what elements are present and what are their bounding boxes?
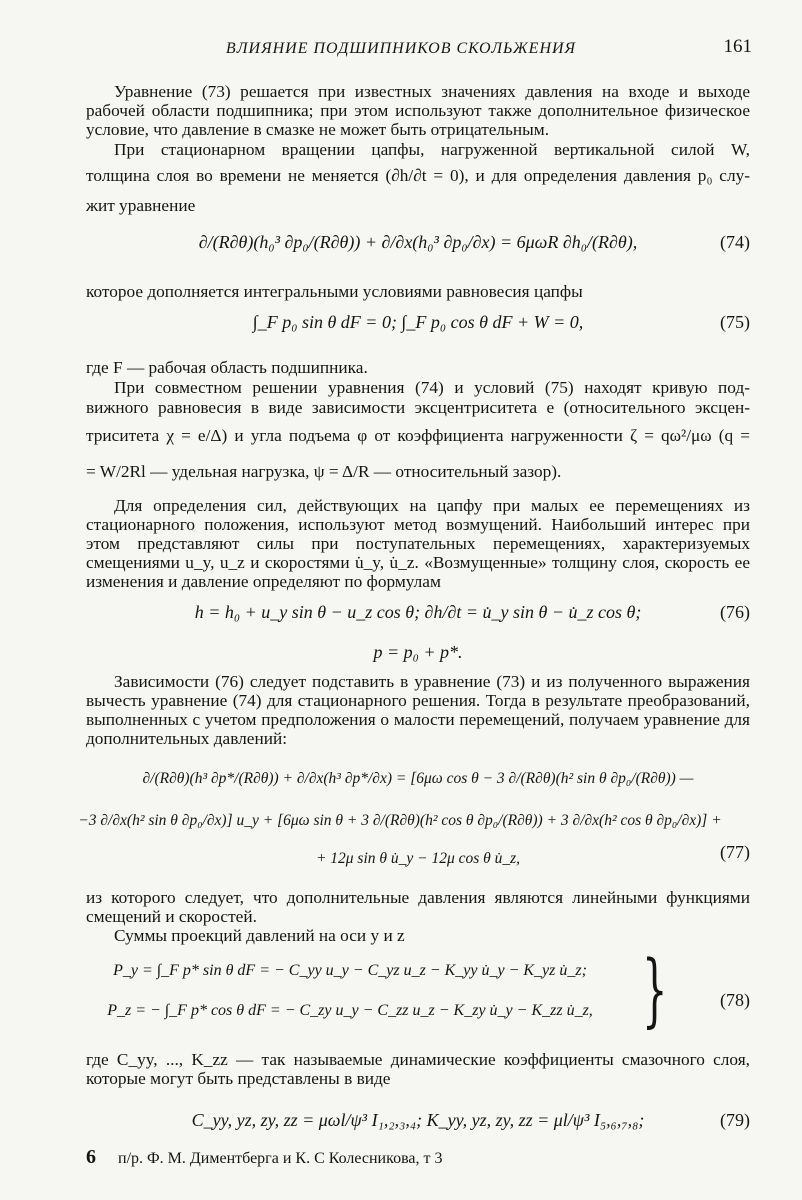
- equation-76a: h = h₀ + u_y sin θ − u_z cos θ; ∂h/∂t = u̇_y sin θ − u̇_z cos θ;: [194, 602, 642, 622]
- paragraph-5-line-4: = W/2Rl — удельная нагрузка, ψ = Δ/R — относительный зазор).: [86, 462, 562, 481]
- footer: [86, 1146, 443, 1169]
- paragraph-7: Зависимости (76) следует подставить в уравнение (73) и из полученного выражения вычесть уравнение (74) для стационарного решения. Тогда в результате преобразований, выполненных с учетом предположения о малости перемещений, получаем уравнение для дополнительных давлений:: [86, 672, 750, 748]
- equation-number-79: (79): [720, 1110, 750, 1130]
- equation-number-74: (74): [720, 232, 750, 252]
- paragraph-2-line-3: жит уравнение: [86, 196, 196, 215]
- paragraph-4: где F — рабочая область подшипника.: [86, 358, 368, 377]
- paragraph-2-line-1: При стационарном вращении цапфы, нагруженной вертикальной силой W,: [114, 140, 750, 159]
- equation-75: ∫_F p₀ sin θ dF = 0; ∫_F p₀ cos θ dF + W = 0,: [252, 312, 584, 332]
- paragraph-8: из которого следует, что дополнительные давления являются линейными функциями смещений и скоростей.: [86, 888, 750, 926]
- paragraph-5-line-2: вижного равновесия в виде зависимости эксцентриситета e (относительного эксцен-: [86, 398, 750, 417]
- equation-77b: −3 ∂/∂x(h² sin θ ∂p₀/∂x)] u_y + [6μω sin θ + 3 ∂/(R∂θ)(h² cos θ ∂p₀/(R∂θ)) + 3 ∂/∂x(h² cos θ ∂p₀/∂x)] +: [78, 812, 722, 829]
- right-brace: }: [642, 943, 668, 1036]
- paragraph-10: где C_yy, ..., K_zz — так называемые динамические коэффициенты смазочного слоя, которые могут быть представлены в виде: [86, 1050, 750, 1088]
- equation-77a: ∂/(R∂θ)(h³ ∂p*/(R∂θ)) + ∂/∂x(h³ ∂p*/∂x) = [6μω cos θ − 3 ∂/(R∂θ)(h² sin θ ∂p₀/(R∂θ)) —: [142, 770, 694, 787]
- paragraph-5-line-3: триситета χ = e/Δ) и угла подъема φ от коэффициента нагруженности ζ = qω²/μω (q =: [86, 426, 750, 445]
- paragraph-2-line-2: толщина слоя во времени не меняется (∂h/∂t = 0), и для определения давления p₀ слу-: [86, 166, 750, 185]
- equation-number-76: (76): [720, 602, 750, 622]
- equation-74: ∂/(R∂θ)(h₀³ ∂p₀/(R∂θ)) + ∂/∂x(h₀³ ∂p₀/∂x) = 6μωR ∂h₀/(R∂θ),: [198, 232, 638, 252]
- equation-77c: + 12μ sin θ u̇_y − 12μ cos θ u̇_z,: [315, 850, 521, 867]
- equation-79: C_yy, yz, zy, zz = μωl/ψ³ I₁,₂,₃,₄; K_yy, yz, zy, zz = μl/ψ³ I₅,₆,₇,₈;: [191, 1110, 645, 1130]
- equation-number-78: (78): [720, 990, 750, 1010]
- running-title: ВЛИЯНИЕ ПОДШИПНИКОВ СКОЛЬЖЕНИЯ: [225, 40, 577, 57]
- equation-number-75: (75): [720, 312, 750, 332]
- equation-78b: P_z = − ∫_F p* cos θ dF = − C_zy u_y − C_zz u_z − K_zy u̇_y − K_zz u̇_z,: [107, 1002, 593, 1019]
- equation-76b: p = p₀ + p*.: [373, 642, 463, 662]
- paragraph-9: Суммы проекций давлений на оси y и z: [114, 926, 405, 945]
- paragraph-1: Уравнение (73) решается при известных значениях давления на входе и выходе рабочей области подшипника; при этом используют также дополнительное физическое условие, что давление в смазке не может быть отрицательным.: [86, 82, 750, 139]
- page-number: 161: [723, 36, 752, 57]
- equation-78a: P_y = ∫_F p* sin θ dF = − C_yy u_y − C_yz u_z − K_yy u̇_y − K_yz u̇_z;: [113, 962, 587, 979]
- equation-number-77: (77): [720, 842, 750, 862]
- footer-text: п/р. Ф. М. Диментберга и К. С Колесникова, т 3: [118, 1150, 443, 1167]
- paragraph-5-line-1: При совместном решении уравнения (74) и условий (75) находят кривую под-: [114, 378, 750, 397]
- signature-number: 6: [86, 1146, 96, 1168]
- paragraph-6: Для определения сил, действующих на цапфу при малых ее перемещениях из стационарного положения, используют метод возмущений. Наибольший интерес при этом представляют силы при поступательных перемещениях, характеризуемых смещениями u_y, u_z и скоростями u̇_y, u̇_z. «Возмущенные» толщину слоя, скорость ее изменения и давление определяют по формулам: [86, 496, 750, 591]
- paragraph-3: которое дополняется интегральными условиями равновесия цапфы: [86, 282, 583, 301]
